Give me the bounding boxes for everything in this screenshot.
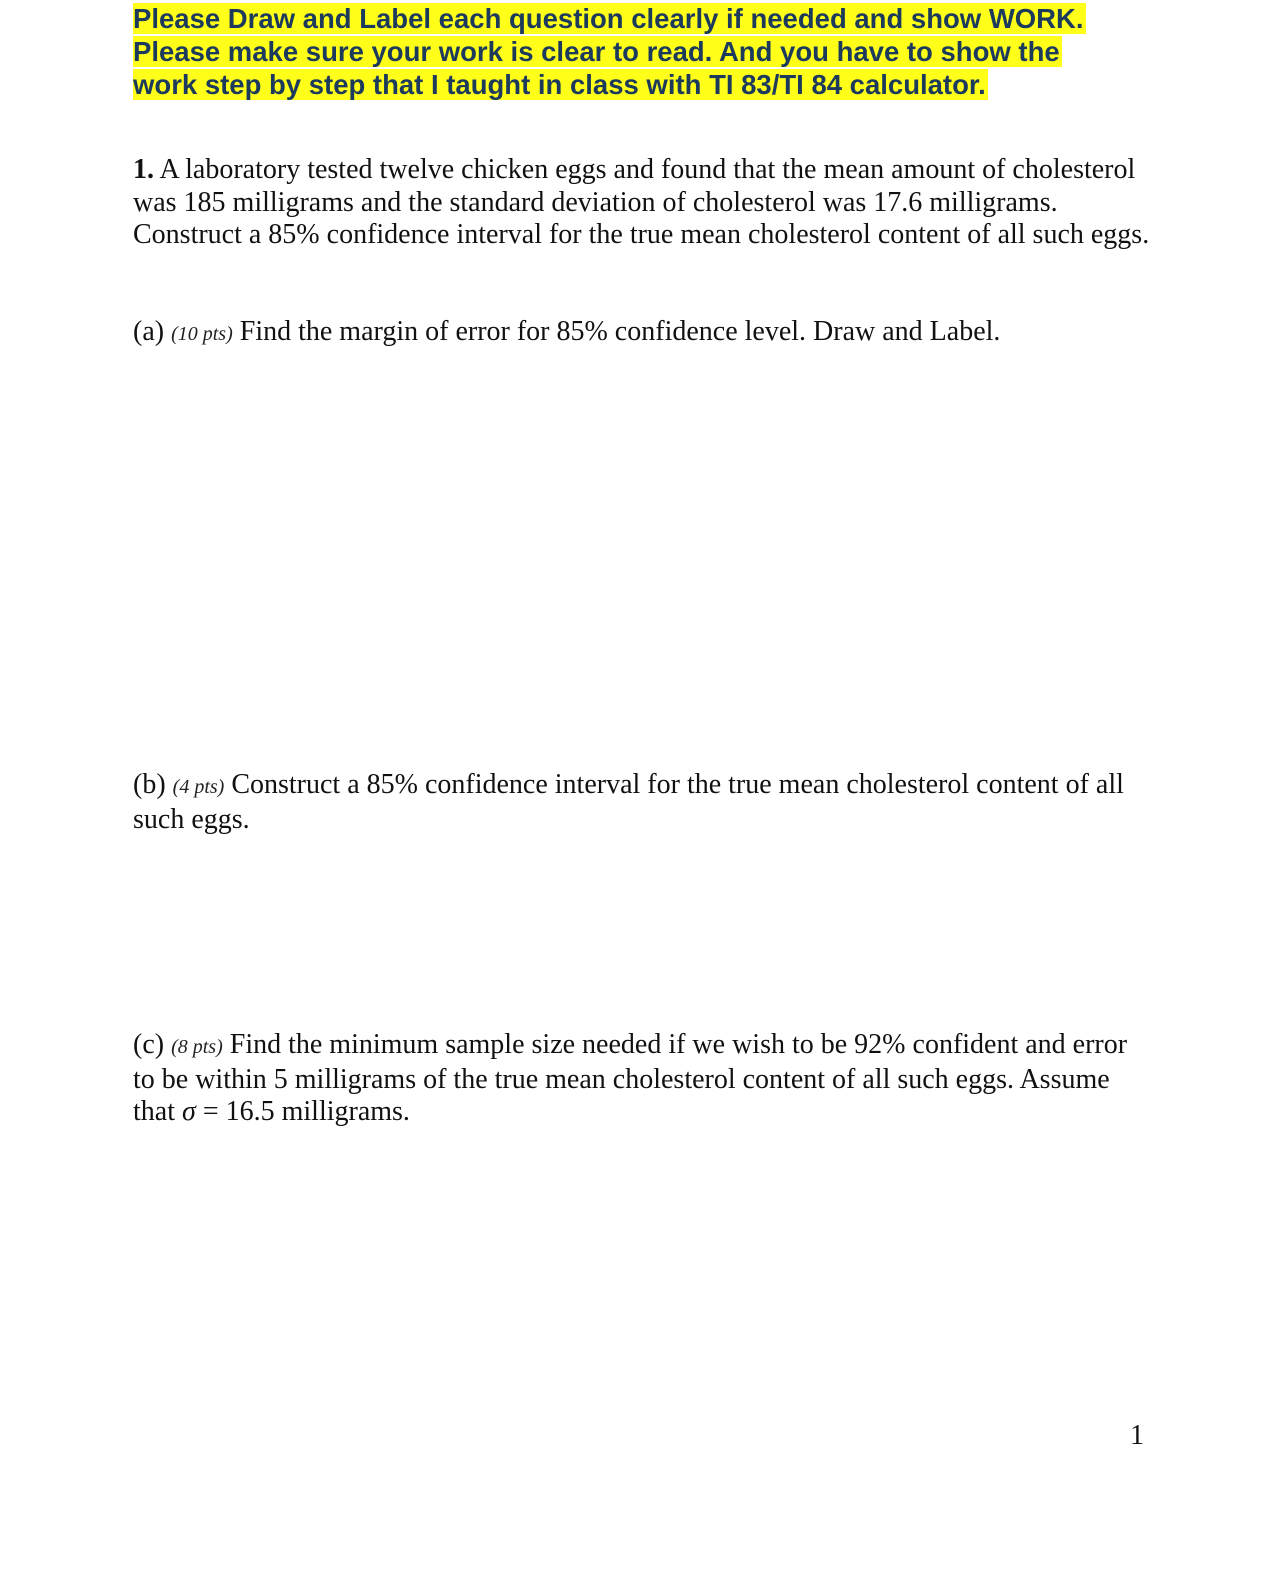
part-c-label: (c) — [133, 1029, 165, 1060]
part-c-text-end: = 16.5 milligrams. — [202, 1096, 410, 1127]
part-b-label: (b) — [133, 769, 166, 800]
part-a-label: (a) — [133, 316, 165, 347]
part-b-points: (4 pts) — [172, 776, 225, 798]
part-b-text: Construct a 85% confidence interval for the true mean cholesterol content of all such eggs. — [133, 769, 1124, 835]
instructions-line-1: Please Draw and Label each question clearly if needed and show WORK. — [133, 3, 1084, 34]
instructions-line-2: Please make sure your work is clear to read. And you have to show the — [133, 36, 1060, 67]
question-number: 1. — [133, 154, 154, 185]
part-c-text: Find the minimum sample size needed if we wish to be 92% confident and error to be within 5 milligrams of the true mean cholesterol content of all such eggs. Assume that — [133, 1029, 1128, 1127]
part-b — [133, 769, 1143, 836]
question-stem-text: A laboratory tested twelve chicken eggs and found that the mean amount of cholesterol was 185 milligrams and the standard deviation of cholesterol was 17.6 milligrams. Construct a 85% confidence interval for the true mean cholesterol content of all such eggs. — [133, 154, 1150, 250]
part-c — [133, 1029, 1143, 1129]
part-c-points: (8 pts) — [171, 1036, 223, 1058]
part-a-points: (10 pts) — [171, 323, 233, 345]
instructions-line-3: work step by step that I taught in class with TI 83/TI 84 calculator. — [133, 69, 986, 100]
page-number: 1 — [1130, 1420, 1144, 1451]
part-a-text: Find the margin of error for 85% confidence level. Draw and Label. — [239, 316, 1001, 347]
question-1-stem — [133, 154, 1153, 252]
part-a — [133, 316, 1143, 351]
sigma-symbol: σ — [182, 1096, 196, 1127]
instructions-banner — [133, 2, 1133, 101]
